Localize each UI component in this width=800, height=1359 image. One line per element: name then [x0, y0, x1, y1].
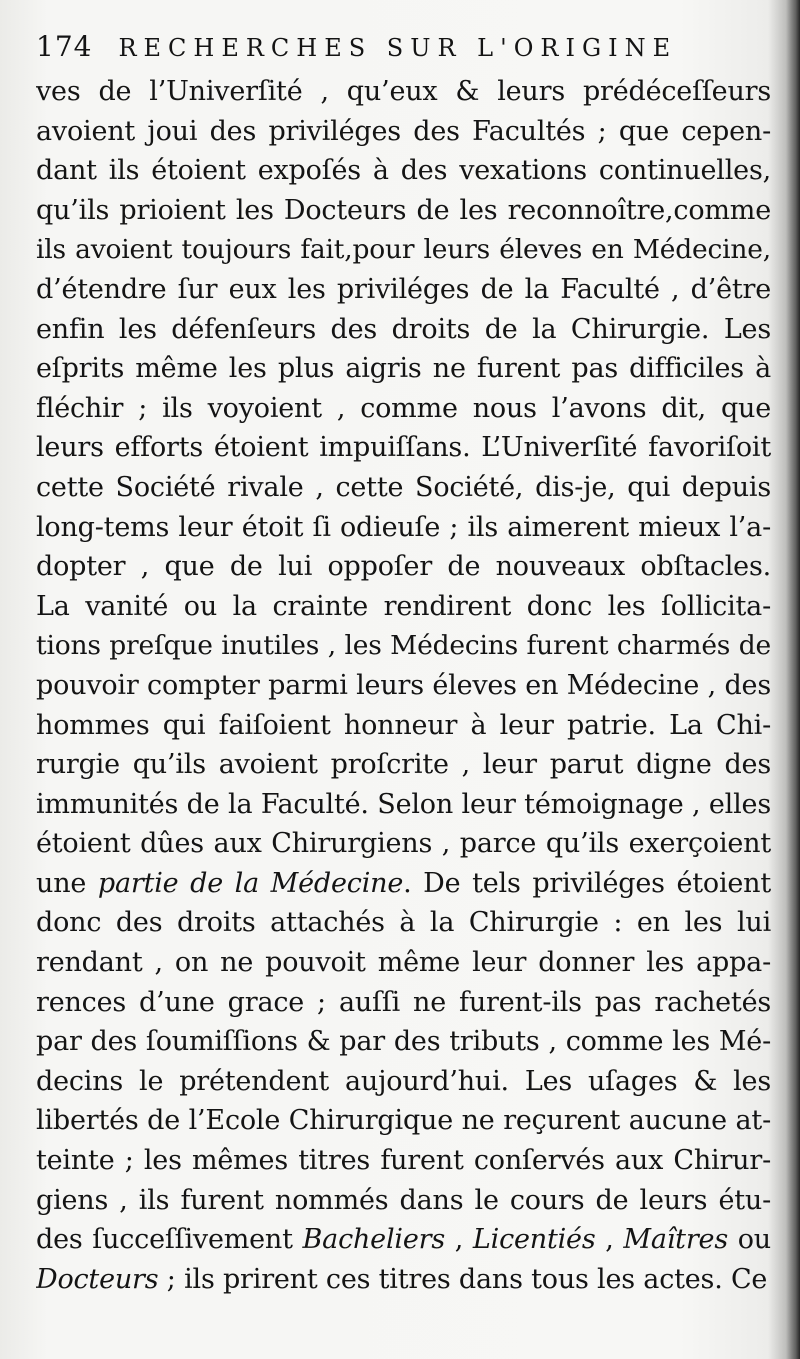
text-segment: rences d’une grace ; auſſi ne furent-ils pas rachetés: [36, 986, 771, 1018]
text-segment: ou: [727, 1224, 771, 1256]
text-line: [36, 943, 771, 983]
text-line: [36, 1101, 771, 1141]
page-gutter-shadow: [786, 0, 800, 1359]
text-segment: une: [36, 867, 98, 899]
page-header: [36, 30, 776, 70]
text-segment: leurs efforts étoient impuiſſans. L’Univerſité favoriſoit: [36, 432, 771, 464]
text-segment: long-tems leur étoit ſi odieuſe ; ils aimerent mieux l’a-: [36, 511, 771, 543]
text-segment: hommes qui faiſoient honneur à leur patrie. La Chi-: [36, 709, 771, 741]
text-line: [36, 72, 771, 112]
text-line: [36, 626, 771, 666]
italic-text: Maîtres: [623, 1224, 728, 1256]
text-segment: avoient joui des priviléges des Facultés ; que cepen-: [36, 115, 771, 147]
text-segment: immunités de la Faculté. Selon leur témoignage , elles: [36, 788, 771, 820]
text-line: [36, 349, 771, 389]
text-line: [36, 983, 771, 1023]
text-segment: qu’ils prioient les Docteurs de les reconnoître,comme: [36, 194, 771, 226]
text-segment: dopter , que de lui oppoſer de nouveaux obſtacles.: [36, 551, 771, 583]
italic-text: Bacheliers: [302, 1224, 445, 1256]
text-segment: La vanité ou la crainte rendirent donc les ſollicita-: [36, 590, 771, 622]
body-text: [36, 72, 771, 1299]
text-segment: . De tels priviléges étoient: [403, 867, 771, 899]
running-title: RECHERCHES SUR L'ORIGINE: [118, 34, 678, 62]
italic-text: Docteurs: [36, 1263, 159, 1295]
text-segment: par des ſoumiſſions & par des tributs , comme les Mé-: [36, 1026, 771, 1058]
text-segment: des ſucceſſivement: [36, 1224, 303, 1256]
text-line: [36, 1181, 771, 1221]
text-line: [36, 864, 771, 904]
text-segment: teinte ; les mêmes titres furent conſervés aux Chirur-: [36, 1145, 771, 1177]
text-line: [36, 547, 771, 587]
text-line: [36, 666, 771, 706]
text-line: [36, 903, 771, 943]
text-segment: donc des droits attachés à la Chirurgie : en les lui: [36, 907, 771, 939]
text-line: [36, 824, 771, 864]
text-segment: ,: [444, 1224, 473, 1256]
text-segment: tions preſque inutiles , les Médecins furent charmés de: [36, 630, 771, 662]
text-line: [36, 151, 771, 191]
text-segment: enfin les défenſeurs des droits de la Chirurgie. Les: [36, 313, 771, 345]
text-line: [36, 508, 771, 548]
text-line: [36, 389, 771, 429]
text-segment: dant ils étoient expoſés à des vexations continuelles,: [36, 155, 771, 187]
text-segment: libertés de l’Ecole Chirurgique ne reçurent aucune at-: [36, 1105, 771, 1137]
text-line: [36, 587, 771, 627]
text-line: [36, 1062, 771, 1102]
text-line: [36, 191, 771, 231]
italic-text: Licentiés: [472, 1224, 596, 1256]
text-line: [36, 706, 771, 746]
text-segment: étoient dûes aux Chirurgiens , parce qu’ils exerçoient: [36, 828, 771, 860]
text-line: [36, 310, 771, 350]
text-line: [36, 1141, 771, 1181]
text-line: [36, 1220, 771, 1260]
text-segment: rendant , on ne pouvoit même leur donner les appa-: [36, 947, 771, 979]
text-segment: cette Société rivale , cette Société, dis-je, qui depuis: [36, 471, 771, 503]
text-segment: ves de l’Univerſité , qu’eux & leurs prédéceſſeurs: [36, 76, 771, 107]
text-line: [36, 468, 771, 508]
text-segment: ils avoient toujours fait,pour leurs éleves en Médecine,: [36, 234, 771, 266]
text-segment: fléchir ; ils voyoient , comme nous l’avons dit, que: [36, 392, 771, 424]
text-line: [36, 1260, 771, 1300]
text-segment: d’étendre ſur eux les priviléges de la Faculté , d’être: [36, 273, 771, 305]
text-segment: eſprits même les plus aigris ne furent pas difficiles à: [36, 353, 771, 385]
text-segment: decins le prétendent aujourd’hui. Les uſages & les: [36, 1065, 771, 1097]
text-segment: pouvoir compter parmi leurs éleves en Médecine , des: [36, 669, 771, 701]
text-segment: ,: [595, 1224, 624, 1256]
italic-text: partie de la Médecine: [97, 867, 404, 899]
text-line: [36, 112, 771, 152]
text-line: [36, 270, 771, 310]
text-line: [36, 1022, 771, 1062]
text-segment: giens , ils furent nommés dans le cours de leurs étu-: [36, 1184, 771, 1216]
text-line: [36, 230, 771, 270]
text-segment: rurgie qu’ils avoient proſcrite , leur parut digne des: [36, 749, 771, 781]
text-line: [36, 785, 771, 825]
text-segment: ; ils prirent ces titres dans tous les actes. Ce: [158, 1263, 768, 1295]
text-line: [36, 745, 771, 785]
page-number: 174: [36, 30, 93, 63]
text-line: [36, 428, 771, 468]
